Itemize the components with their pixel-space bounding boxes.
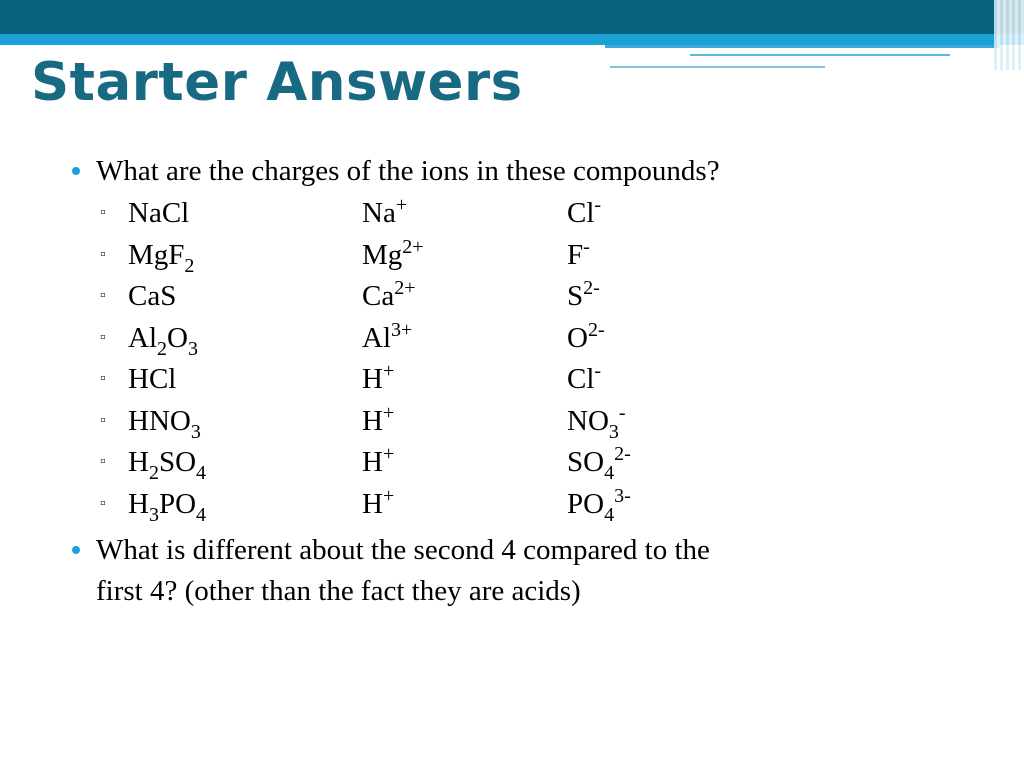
superscript: + [382,360,395,382]
bullet-text-question-2: What is different about the second 4 compared to the [96,534,710,566]
header-accent-line [610,66,825,68]
anion-cell [567,484,631,527]
bullet-text-question-2-continued: first 4? (other than the fact they are acids) [96,575,581,607]
formula-text: H [362,488,383,520]
cation-cell [362,193,407,236]
formula-text: Na [362,197,396,229]
superscript: 2+ [402,236,424,258]
formula-text: Al [362,322,391,354]
compound-cell [128,193,189,233]
superscript: - [618,402,626,424]
header-banner [0,0,1024,34]
subscript: 2 [157,338,167,360]
formula-text: Al [128,322,157,354]
cation-cell [362,484,394,527]
subscript: 4 [196,462,207,484]
sub-bullet-icon: ▫ [100,329,106,346]
formula-text: PO [567,488,605,520]
formula-text: S [567,280,584,312]
cation-cell [362,318,412,361]
formula-text: O [167,322,188,354]
formula-text: MgF [128,239,185,271]
formula-text: Cl [567,363,595,395]
formula-text: SO [567,446,605,478]
compound-cell [128,359,176,399]
subscript: 2 [148,462,159,484]
superscript: - [594,360,602,382]
sub-bullet-icon: ▫ [100,204,106,221]
formula-text: H [362,363,383,395]
formula-text: H [362,446,383,478]
anion-cell [567,235,590,278]
anion-cell [567,318,605,361]
superscript: + [382,402,395,424]
formula-text: HNO [128,405,191,437]
sub-bullet-icon: ▫ [100,453,106,470]
header-accent-line [605,45,1000,48]
subscript: 3 [190,421,201,443]
formula-text: Ca [362,280,395,312]
subscript: 4 [604,462,615,484]
anion-cell [567,276,600,319]
formula-text: PO [158,488,197,520]
superscript: 2- [614,443,631,465]
header-accent-band [0,34,1024,45]
subscript: 4 [604,504,615,526]
superscript: 2- [583,277,600,299]
subscript: 3 [148,504,159,526]
superscript: 2- [587,319,605,341]
cation-cell [362,235,424,278]
anion-cell [567,401,626,444]
formula-text: SO [158,446,197,478]
cation-cell [362,442,394,485]
compound-cell [128,442,206,485]
formula-text: CaS [128,280,177,312]
cation-cell [362,401,394,444]
cation-cell [362,276,416,319]
sub-bullet-icon: ▫ [100,246,106,263]
subscript: 2 [184,255,195,277]
compound-cell [128,318,198,361]
subscript: 3 [608,421,619,443]
compound-cell [128,235,194,278]
sub-bullet-icon: ▫ [100,495,106,512]
subscript: 3 [187,338,198,360]
header-stripes-decoration [994,0,1024,70]
anion-cell [567,442,631,485]
formula-text: Cl [567,197,595,229]
sub-bullet-icon: ▫ [100,370,106,387]
superscript: + [382,443,395,465]
formula-text: H [128,488,149,520]
formula-text: NO [567,405,609,437]
header-accent-line [690,54,950,56]
bullet-icon [72,546,80,554]
formula-text: F [567,239,584,271]
superscript: 3- [614,485,631,507]
formula-text: H [362,405,383,437]
slide-title: Starter Answers [31,52,523,113]
sub-bullet-icon: ▫ [100,412,106,429]
bullet-text-question-1: What are the charges of the ions in these compounds? [96,155,720,187]
superscript: + [382,485,395,507]
formula-text: Mg [362,239,403,271]
compound-cell [128,401,201,444]
formula-text: NaCl [128,197,190,229]
superscript: 2+ [394,277,416,299]
superscript: - [583,236,590,258]
formula-text: HCl [128,363,177,395]
formula-text: H [128,446,149,478]
subscript: 4 [196,504,207,526]
bullet-icon [72,167,80,175]
anion-cell [567,193,601,236]
superscript: + [395,194,408,216]
formula-text: O [567,322,588,354]
anion-cell [567,359,601,402]
cation-cell [362,359,394,402]
sub-bullet-icon: ▫ [100,287,106,304]
compound-cell [128,484,206,527]
compound-cell [128,276,176,316]
superscript: - [594,194,602,216]
superscript: 3+ [391,319,413,341]
